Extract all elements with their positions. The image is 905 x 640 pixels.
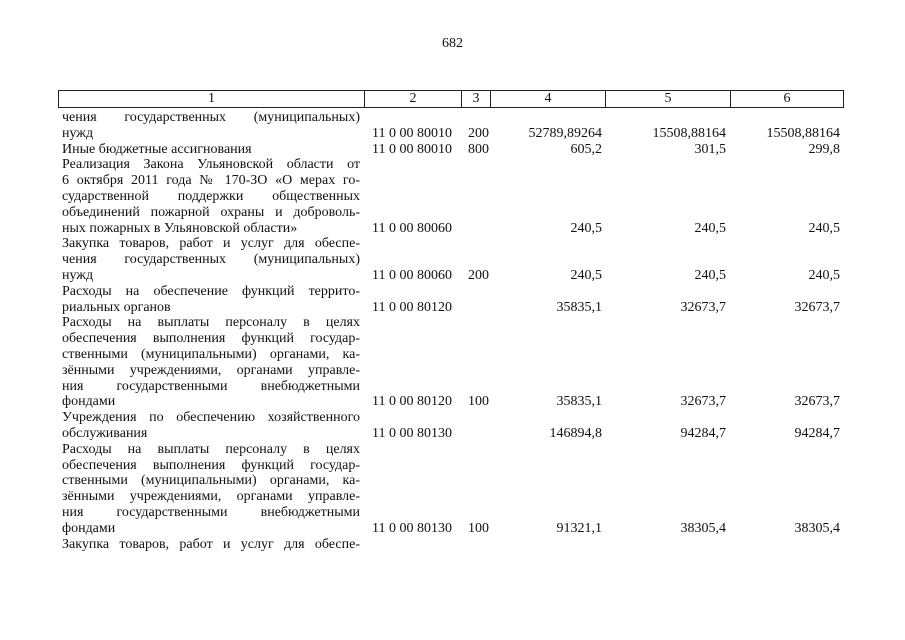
row-description-line: нужд: [62, 125, 94, 141]
row-value-col6: 240,5: [808, 267, 840, 283]
row-description-line: обслуживания: [62, 425, 148, 441]
row-value-col5: 94284,7: [680, 425, 726, 441]
row-code: 11 0 00 80010: [372, 125, 452, 141]
table-row: [58, 284, 844, 316]
row-description-line: Расходы на выплаты персоналу в целях: [62, 315, 360, 331]
row-description-line: обеспечения выполнения функций государ-: [62, 457, 360, 473]
table-row: [58, 537, 844, 553]
row-description-line: ния государственными внебюджетными: [62, 504, 360, 520]
row-description-line: зёнными учреждениями, органами управле-: [62, 362, 360, 378]
header-col-4: 4: [544, 91, 552, 106]
table-row: [58, 142, 844, 158]
row-value-col6: 94284,7: [794, 425, 840, 441]
row-description-line: 6 октября 2011 года № 170-ЗО «О мерах го-: [62, 173, 360, 189]
row-value-col4: 146894,8: [549, 425, 602, 441]
row-description-line: обеспечения выполнения функций государ-: [62, 331, 360, 347]
row-value-col5: 15508,88164: [652, 125, 726, 141]
row-description-line: Расходы на выплаты персоналу в целях: [62, 441, 360, 457]
row-description-line: фондами: [62, 394, 116, 410]
header-col-5: 5: [664, 91, 672, 106]
row-expense-type: 800: [468, 141, 489, 157]
table-row: [58, 442, 844, 537]
table-row: [58, 315, 844, 410]
page-number: 682: [442, 36, 463, 51]
table-row: [58, 410, 844, 442]
row-description-line: фондами: [62, 520, 116, 536]
row-value-col4: 240,5: [570, 220, 602, 236]
row-description: [62, 284, 360, 316]
row-description-line: зёнными учреждениями, органами управле-: [62, 489, 360, 505]
row-code: 11 0 00 80010: [372, 141, 452, 157]
row-expense-type: 100: [468, 520, 489, 536]
row-description-line: ния государственными внебюджетными: [62, 378, 360, 394]
table-row: [58, 236, 844, 283]
header-col-3: 3: [472, 91, 480, 106]
row-value-col5: 32673,7: [680, 394, 726, 410]
table-row: [58, 157, 844, 236]
row-description-line: чения государственных (муниципальных): [62, 110, 360, 125]
header-col-6: 6: [783, 91, 791, 106]
row-value-col6: 15508,88164: [766, 125, 840, 141]
row-description-line: Реализация Закона Ульяновской области от: [62, 157, 360, 173]
row-value-col5: 301,5: [694, 141, 726, 157]
row-value-col5: 38305,4: [680, 520, 726, 536]
row-value-col6: 32673,7: [794, 299, 840, 315]
row-description-line: Закупка товаров, работ и услуг для обеспе-: [62, 536, 360, 552]
row-value-col6: 32673,7: [794, 394, 840, 410]
header-col-2: 2: [409, 91, 417, 106]
row-description-line: Учреждения по обеспечению хозяйственного: [62, 410, 360, 426]
row-description: [62, 537, 360, 553]
row-description-line: нужд: [62, 267, 94, 283]
row-value-col5: 32673,7: [680, 299, 726, 315]
table-row: [58, 110, 844, 142]
row-value-col4: 35835,1: [556, 299, 602, 315]
row-code: 11 0 00 80130: [372, 520, 452, 536]
row-code: 11 0 00 80060: [372, 267, 452, 283]
row-description: [62, 442, 360, 537]
row-code: 11 0 00 80060: [372, 220, 452, 236]
row-value-col5: 240,5: [694, 267, 726, 283]
table-header: [58, 90, 844, 108]
row-description-line: ственными (муниципальными) органами, ка-: [62, 473, 360, 489]
row-value-col6: 38305,4: [794, 520, 840, 536]
row-description-line: Иные бюджетные ассигнования: [62, 141, 252, 157]
row-value-col6: 299,8: [808, 141, 840, 157]
row-description-line: объединений пожарной охраны и доброволь-: [62, 204, 360, 220]
row-value-col4: 240,5: [570, 267, 602, 283]
row-code: 11 0 00 80120: [372, 299, 452, 315]
row-description: [62, 110, 360, 142]
row-value-col4: 35835,1: [556, 394, 602, 410]
row-description-line: риальных органов: [62, 299, 171, 315]
row-value-col4: 52789,89264: [528, 125, 602, 141]
row-value-col6: 240,5: [808, 220, 840, 236]
row-description: [62, 142, 360, 158]
row-description: [62, 315, 360, 410]
row-description: [62, 236, 360, 283]
row-description-line: ственными (муниципальными) органами, ка-: [62, 346, 360, 362]
row-expense-type: 200: [468, 125, 489, 141]
row-description-line: Закупка товаров, работ и услуг для обеспе-: [62, 236, 360, 252]
row-code: 11 0 00 80130: [372, 425, 452, 441]
row-value-col4: 91321,1: [556, 520, 602, 536]
row-expense-type: 100: [468, 394, 489, 410]
row-value-col4: 605,2: [570, 141, 602, 157]
row-description: [62, 157, 360, 236]
row-description-line: сударственной поддержки общественных: [62, 188, 360, 204]
row-value-col5: 240,5: [694, 220, 726, 236]
row-description: [62, 410, 360, 442]
row-expense-type: 200: [468, 267, 489, 283]
header-col-1: 1: [208, 91, 215, 106]
row-description-line: ных пожарных в Ульяновской области»: [62, 220, 298, 236]
row-description-line: чения государственных (муниципальных): [62, 252, 360, 268]
row-description-line: Расходы на обеспечение функций террито-: [62, 283, 360, 299]
row-code: 11 0 00 80120: [372, 394, 452, 410]
